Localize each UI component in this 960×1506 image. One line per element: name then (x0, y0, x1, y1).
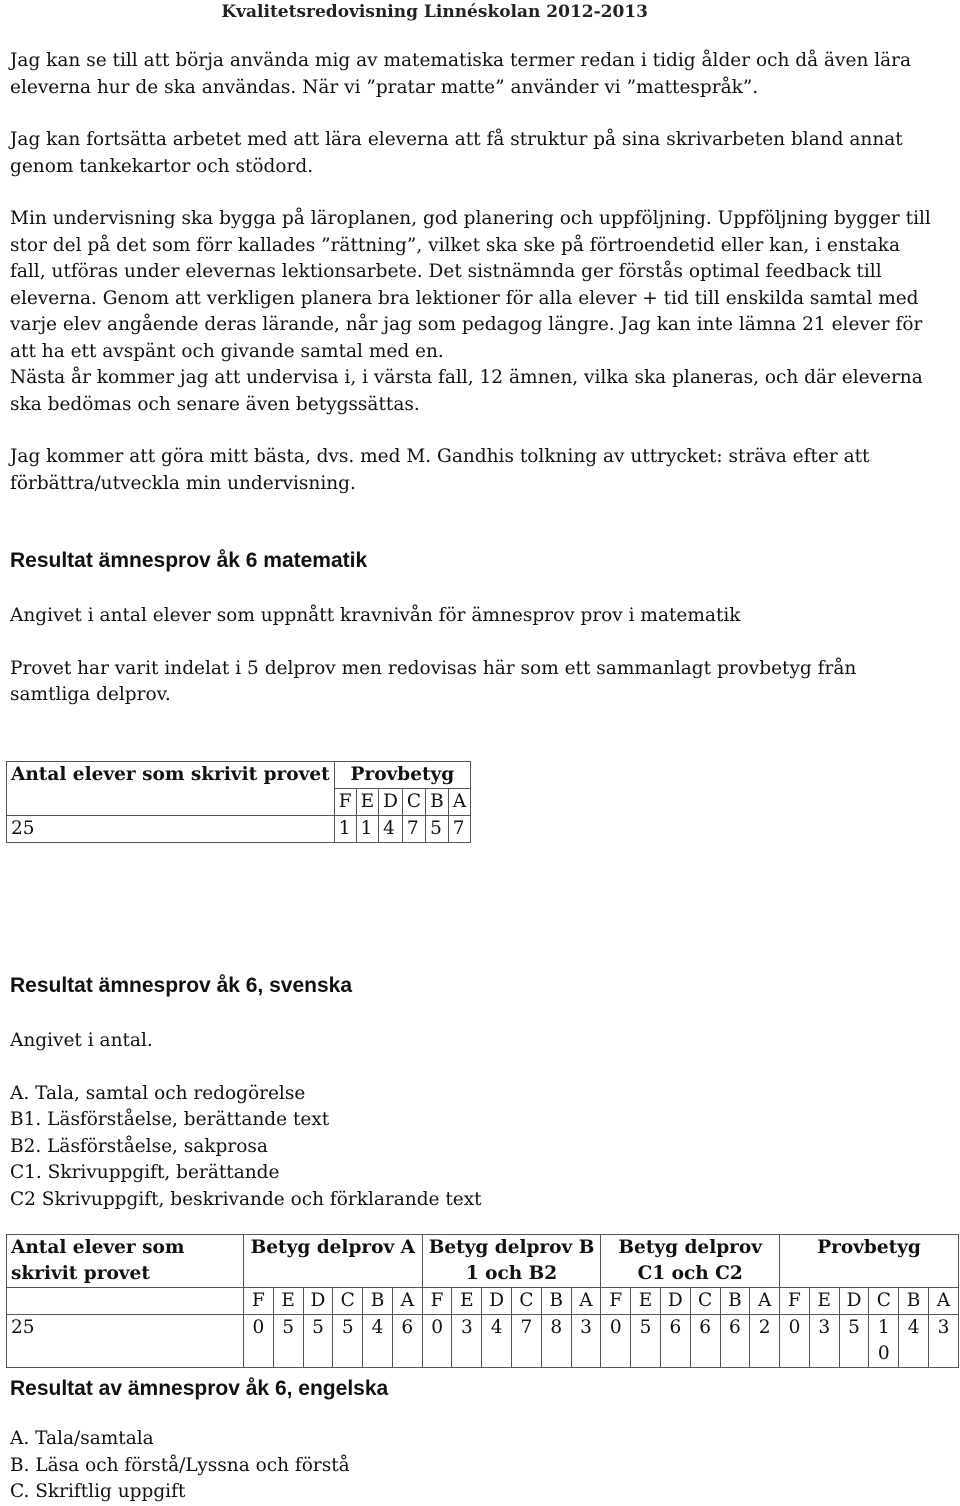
swedish-heading: Resultat ämnesprov åk 6, svenska (10, 974, 353, 997)
grade-label: A (392, 1288, 422, 1315)
grade-value: 6 (720, 1315, 750, 1368)
grade-value: 3 (928, 1315, 958, 1368)
group-header: Betyg delprov A (244, 1235, 423, 1288)
grade-label: B (541, 1288, 571, 1315)
grade-label: D (303, 1288, 333, 1315)
grade-value: 8 (541, 1315, 571, 1368)
grade-value: 6 (690, 1315, 720, 1368)
part-item: B2. Läsförståelse, sakprosa (10, 1135, 268, 1157)
math-description: Angivet i antal elever som uppnått kravnivån för ämnesprov prov i matematik (10, 605, 741, 626)
grade-label: A (928, 1288, 958, 1315)
swedish-intro (10, 1028, 940, 1213)
intro-paragraph: Jag kan fortsätta arbetet med att lära eleverna att få struktur på sina skrivarbeten bland annat genom tankekartor och stödord. (10, 129, 903, 177)
grade-header: Provbetyg (334, 762, 470, 789)
grade-value: 7 (448, 816, 470, 843)
intro-paragraph: Nästa år kommer jag att undervisa i, i värsta fall, 12 ämnen, vilka ska planeras, och där eleverna ska bedömas och senare även betygssättas. (10, 367, 923, 415)
math-description: Provet har varit indelat i 5 delprov men redovisas här som ett sammanlagt provbetyg från samtliga delprov. (10, 657, 857, 705)
grade-value: 5 (303, 1315, 333, 1368)
intro-paragraph: Min undervisning ska bygga på läroplanen, god planering och uppföljning. Uppföljning bygger till stor del på det som förr kallades ”rättning”, vilket ska ske på förtroendetid eller kan, i enstaka fall, utföras under elevernas lektionsarbete. Det sistnämnda ger förstås optimal feedback till eleverna. Genom att verkligen planera bra lektioner för alla elever + tid till enskilda samtal med varje elev angående deras lärande, når jag som pedagog längre. Jag kan inte lämna 21 elever för att ha ett avspänt och givande samtal med en. (10, 208, 931, 362)
grade-value: 5 (273, 1315, 303, 1368)
math-heading: Resultat ämnesprov åk 6 matematik (10, 549, 368, 572)
part-item: B1. Läsförståelse, berättande text (10, 1109, 330, 1130)
grade-value: 5 (839, 1315, 869, 1368)
part-item: A. Tala, samtal och redogörelse (10, 1082, 306, 1104)
grade-label: B (363, 1288, 393, 1315)
student-count: 25 (7, 816, 335, 843)
grade-value: 2 (750, 1315, 780, 1368)
grade-label: A (448, 789, 470, 816)
part-item: B. Läsa och förstå/Lyssna och förstå (10, 1454, 350, 1476)
grade-value: 4 (482, 1315, 512, 1368)
grade-value: 3 (571, 1315, 601, 1368)
grade-label: F (334, 789, 356, 816)
english-heading: Resultat av ämnesprov åk 6, engelska (10, 1377, 389, 1400)
grade-value: 7 (512, 1315, 542, 1368)
grade-label: F (422, 1288, 452, 1315)
grade-value: 6 (392, 1315, 422, 1368)
grade-label: E (452, 1288, 482, 1315)
part-item: C2 Skrivuppgift, beskrivande och förklarande text (10, 1188, 482, 1210)
grade-label: E (631, 1288, 661, 1315)
grade-label: F (244, 1288, 274, 1315)
grade-value: 6 (660, 1315, 690, 1368)
empty-cell (7, 1288, 244, 1315)
table-row (7, 1315, 959, 1368)
grade-label: A (571, 1288, 601, 1315)
grade-value: 0 (601, 1315, 631, 1368)
student-count: 25 (7, 1315, 244, 1368)
grade-value: 4 (363, 1315, 393, 1368)
grade-label: E (809, 1288, 839, 1315)
grade-label: F (601, 1288, 631, 1315)
swedish-description: Angivet i antal. (10, 1030, 153, 1051)
grade-value: 0 (244, 1315, 274, 1368)
grade-row (7, 1288, 959, 1315)
grade-label: E (356, 789, 379, 816)
count-column-header: Antal elever som skrivit provet (7, 762, 335, 816)
grade-label: A (750, 1288, 780, 1315)
grade-value: 5 (631, 1315, 661, 1368)
grade-value: 7 (402, 816, 425, 843)
grade-value: 1 (334, 816, 356, 843)
grade-label: C (512, 1288, 542, 1315)
grade-label: D (839, 1288, 869, 1315)
group-header: Betyg delprov C1 och C2 (601, 1235, 780, 1288)
grade-value: 3 (809, 1315, 839, 1368)
grade-label: B (720, 1288, 750, 1315)
grade-label: C (690, 1288, 720, 1315)
grade-value: 0 (422, 1315, 452, 1368)
grade-label: D (379, 789, 403, 816)
grade-label: B (426, 789, 449, 816)
intro-paragraph: Jag kan se till att börja använda mig av matematiska termer redan i tidig ålder och då även lära eleverna hur de ska användas. När vi ”pratar matte” använder vi ”mattespråk”. (10, 50, 912, 98)
intro-text (10, 48, 940, 497)
grade-value: 1 (356, 816, 379, 843)
grade-value: 5 (333, 1315, 363, 1368)
group-header: Provbetyg (780, 1235, 959, 1288)
grade-value: 5 (426, 816, 449, 843)
grade-label: F (780, 1288, 810, 1315)
swedish-results-table (6, 1234, 959, 1368)
grade-value: 4 (379, 816, 403, 843)
part-item: A. Tala/samtala (10, 1428, 154, 1449)
grade-label: D (660, 1288, 690, 1315)
grade-label: C (333, 1288, 363, 1315)
grade-label: E (273, 1288, 303, 1315)
grade-label: C (869, 1288, 899, 1315)
part-item: C. Skriftlig uppgift (10, 1481, 186, 1502)
page-header: Kvalitetsredovisning Linnéskolan 2012-2013 (221, 2, 648, 22)
grade-value: 3 (452, 1315, 482, 1368)
part-item: C1. Skrivuppgift, berättande (10, 1162, 280, 1183)
grade-label: B (899, 1288, 929, 1315)
grade-value: 4 (899, 1315, 929, 1368)
grade-label: D (482, 1288, 512, 1315)
count-column-header: Antal elever som skrivit provet (7, 1235, 244, 1288)
english-parts (10, 1426, 940, 1506)
grade-value: 1 0 (869, 1315, 899, 1368)
math-results-table (6, 761, 471, 843)
group-header: Betyg delprov B 1 och B2 (422, 1235, 601, 1288)
table-row (7, 816, 471, 843)
grade-label: C (402, 789, 425, 816)
intro-paragraph: Jag kommer att göra mitt bästa, dvs. med M. Gandhis tolkning av uttrycket: sträva efter att förbättra/utveckla min undervisning. (10, 446, 870, 494)
grade-value: 0 (780, 1315, 810, 1368)
math-intro (10, 603, 940, 709)
